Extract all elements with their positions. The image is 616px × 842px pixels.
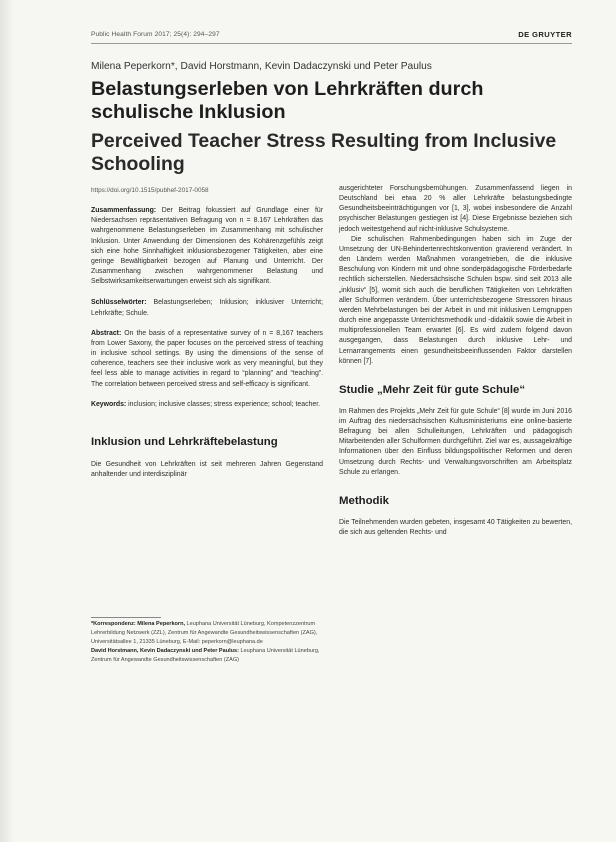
keywords-english-label: Keywords: [91, 400, 127, 408]
paragraph-conditions: Die schulischen Rahmenbedingungen haben sich im Zuge der Umsetzung der UN-Behindertenrechtskonvention gravierend verändert. In den Ländern werden Maßnahmen vorangetrieben, die die inklusive Beschulung von Kindern mit und ohne sonderpädagogische Förderbedarfe rechtlich sicherstellen. Niedersächsische Schulen bspw. sind seit 2013 alle „inklusiv“ [5], womit sich auch die beruflichen Tätigkeiten von Lehrkräften aller Schulformen verändern. Über unterrichtsbezogene Stressoren hinaus werden Mehrbelastungen bei der Arbeit in und mit inklusiven Lerngruppen durch eine angepasste Unterrichtsmethodik und -didaktik sowie die Arbeit in multiprofessionellen Team erwartet [6]. Es wird zudem folgend davon ausgegangen, dass Belastungen durch inklusive Lehr- und Lernarrangements einen gesundheitsbeeinflussenden Faktor darstellen können [7]. [339, 235, 572, 365]
section-heading-studie: Studie „Mehr Zeit für gute Schule“ [339, 383, 526, 396]
right-column [339, 184, 572, 538]
abstract-english [91, 329, 323, 390]
section-methodik-text: Die Teilnehmenden wurden gebeten, insgesamt 40 Tätigkeiten zu bewerten, die sich aus geltenden Rechts- und [339, 518, 572, 537]
section-heading-inklusion: Inklusion und Lehrkräftebelastung [91, 435, 278, 448]
running-head: Public Health Forum 2017; 25(4): 294–297 [91, 31, 220, 38]
paragraph-research: ausgerichteter Forschungsbemühungen. Zusammenfassend liegen in Deutschland bei etwa 20 % aller Lehrkräfte belastungsbedingte Gesundheitsbeeinträchtigungen vor [1, 3], wobei insbesondere die Anzahl psychischer Belastungen gestiegen ist [4]. Diese Ergebnisse beziehen sich jedoch weitestgehend auf nicht-inklusive Schulsysteme. [339, 185, 572, 233]
coauthors-note [91, 647, 324, 665]
title-english: Perceived Teacher Stress Resulting from Inclusive Schooling [91, 130, 557, 175]
footnote-rule [91, 617, 161, 618]
scan-edge-shadow [0, 0, 14, 842]
abstract-german-text: Der Beitrag fokussiert auf Grundlage einer für Niedersachsen repräsentativen Befragung von n = 8.167 Lehrkräften das wahrgenommene Belastungserleben im Zusammenhang mit schulischer Inklusion. Unter Anwendung der Dimensionen des Kohärenzgefühls zeigt sich eine hohe Sinnhaftigkeit inklusionsbezogener Tätigkeiten, aber eine geringe Bewältigbarkeit bezogen auf Planung und Unterricht. Der Zusammenhang zwischen wahrgenommener Belastung und Selbstwirksamkeitserwartungen erweist sich als signifikant. [91, 207, 323, 286]
abstract-english-label: Abstract: [91, 329, 122, 337]
keywords-german [91, 298, 323, 318]
coauthors-text: Leuphana Universität Lüneburg, Zentrum für Angewandte Gesundheitswissenschaften (ZAG) [91, 648, 320, 664]
abstract-german-label: Zusammenfassung: [91, 207, 157, 215]
header-rule [91, 43, 572, 44]
correspondence-note [91, 620, 324, 647]
publisher-logo: DE GRUYTER [518, 30, 572, 39]
correspondence-label: *Korrespondenz: Milena Peperkorn, [91, 621, 186, 627]
keywords-german-text: Belastungserleben; Inklusion; inklusiver Unterricht; Lehrkräfte; Schule. [91, 299, 323, 317]
keywords-english-text: inclusion; inclusive classes; stress experience; school; teacher. [126, 400, 321, 408]
section-heading-methodik: Methodik [339, 494, 389, 507]
title-german: Belastungserleben von Lehrkräften durch schulische Inklusion [91, 78, 484, 123]
keywords-english [91, 400, 323, 410]
correspondence-footnote [91, 620, 324, 665]
abstract-german [91, 206, 323, 287]
section-inklusion-text: Die Gesundheit von Lehrkräften ist seit mehreren Jahren Gegenstand anhaltender und interdisziplinär [91, 460, 323, 478]
author-list: Milena Peperkorn*, David Horstmann, Kevin Dadaczynski und Peter Paulus [91, 61, 432, 72]
section-studie-text: Im Rahmen des Projekts „Mehr Zeit für gute Schule“ [8] wurde im Juni 2016 im Auftrag des niedersächsischen Kultusministeriums eine online-basierte Befragung bei allen Schulleitungen, Lehrkräften und pädagogisch Mitarbeitenden aller Schulformen durchgeführt. Ziel war es, aussagekräftige Informationen über den Einfluss bildungspolitischer Reformen und deren Umsetzung durch Rechts- und Verwaltungsvorschriften am Arbeitsplatz Schule zu erlangen. [339, 407, 572, 476]
abstract-english-text: On the basis of a representative survey of n = 8,167 teachers from Lower Saxony, the paper focuses on the perceived stress of teaching in inclusive school settings. By using the dimensions of the sense of coherence, teachers see their inclusive work as very meaningful, but they feel less able to manage activities in regard to “planning” and “teaching”. The correlation between perceived stress and self-efficacy is significant. [91, 329, 323, 388]
correspondence-text: Leuphana Universität Lüneburg, Kompetenzzentrum Lehrerbildung Netzwerk (ZZL), Zentrum für Angewandte Gesundheitswissenschaften (ZAG), Universitätsallee 1, 21335 Lüneburg, E-Mail: peperkorn@leuphana.de [91, 621, 318, 646]
coauthors-label: David Horstmann, Kevin Dadaczynski und Peter Paulus: [91, 648, 239, 655]
left-column [91, 186, 323, 480]
keywords-german-label: Schlüsselwörter: [91, 299, 147, 307]
doi-link[interactable]: https://doi.org/10.1515/pubhef-2017-0058 [91, 187, 209, 194]
